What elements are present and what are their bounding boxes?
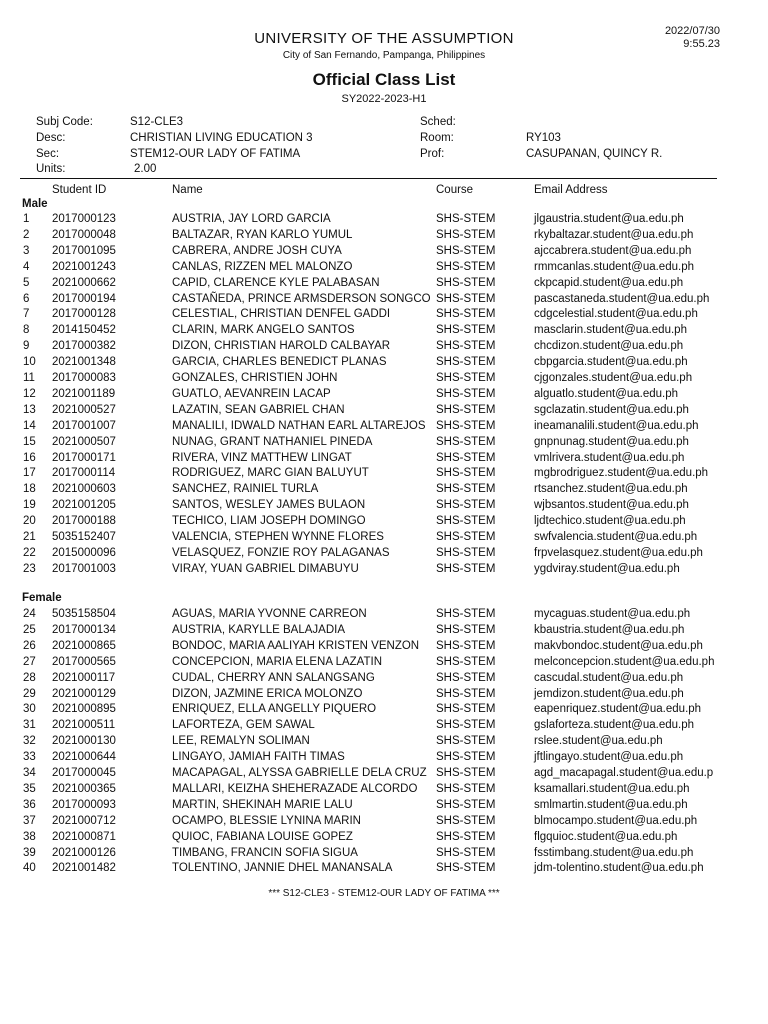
table-row [0,563,768,579]
cell-email: cascudal.student@ua.edu.ph [534,671,684,684]
cell-number: 6 [23,292,30,305]
cell-course: SHS-STEM [436,356,496,369]
cell-course: SHS-STEM [436,830,496,843]
table-row [0,340,768,356]
cell-name: AGUAS, MARIA YVONNE CARREON [172,608,367,620]
cell-name: MANALILI, IDWALD NATHAN EARL ALTAREJOS [172,419,426,432]
cell-student-id: 2021000865 [52,639,116,652]
cell-number: 21 [23,531,36,543]
cell-number: 28 [23,671,36,684]
cell-number: 26 [23,639,36,652]
cell-course: SHS-STEM [436,767,496,779]
cell-course: SHS-STEM [436,608,496,620]
table-row [0,640,768,656]
cell-number: 40 [23,862,36,875]
cell-name: AUSTRIA, JAY LORD GARCIA [172,213,331,225]
cell-name: QUIOC, FABIANA LOUISE GOPEZ [172,830,353,843]
cell-course: SHS-STEM [436,671,496,684]
cell-email: rmmcanlas.student@ua.edu.ph [534,260,694,273]
table-row [0,452,768,468]
cell-student-id: 2021000662 [52,276,116,289]
cell-number: 9 [23,340,30,353]
cell-student-id: 2017000134 [52,623,116,636]
cell-email: cbpgarcia.student@ua.edu.ph [534,356,688,369]
cell-email: fsstimbang.student@ua.edu.ph [534,846,694,859]
cell-number: 29 [23,687,36,700]
cell-student-id: 2021001482 [52,862,116,875]
table-row [0,531,768,547]
table-row [0,703,768,719]
cell-course: SHS-STEM [436,292,496,305]
cell-student-id: 2021000895 [52,703,116,716]
column-header-student-id: Student ID [52,184,107,196]
cell-student-id: 2017000128 [52,308,116,321]
cell-course: SHS-STEM [436,435,496,448]
cell-course: SHS-STEM [436,639,496,652]
cell-name: NUNAG, GRANT NATHANIEL PINEDA [172,435,373,448]
cell-course: SHS-STEM [436,451,496,464]
cell-number: 39 [23,846,36,859]
cell-course: SHS-STEM [436,751,496,764]
table-row [0,862,768,878]
cell-email: mgbrodriguez.student@ua.edu.ph [534,467,709,480]
cell-name: LEE, REMALYN SOLIMAN [172,735,310,748]
cell-course: SHS-STEM [436,515,496,528]
print-time: 9:55.23 [683,38,720,50]
cell-student-id: 2017000382 [52,340,116,353]
table-row [0,767,768,783]
cell-name: RODRIGUEZ, MARC GIAN BALUYUT [172,467,369,480]
cell-name: ENRIQUEZ, ELLA ANGELLY PIQUERO [172,703,377,716]
cell-email: jdm-tolentino.student@ua.edu.ph [534,862,704,875]
cell-student-id: 2014150452 [52,324,116,337]
cell-course: SHS-STEM [436,244,496,257]
university-location: City of San Fernando, Pampanga, Philippines [282,50,486,61]
cell-email: jftlingayo.student@ua.edu.ph [534,751,684,764]
cell-number: 31 [23,719,36,732]
prof-value: CASUPANAN, QUINCY R. [526,148,663,160]
table-row [0,751,768,767]
table-row [0,404,768,420]
cell-number: 1 [23,213,30,225]
cell-course: SHS-STEM [436,719,496,732]
cell-email: pascastaneda.student@ua.edu.ph [534,292,710,305]
cell-course: SHS-STEM [436,403,496,416]
cell-course: SHS-STEM [436,655,496,668]
room-value: RY103 [526,132,561,144]
cell-student-id: 2021001348 [52,356,116,369]
cell-student-id: 2021001205 [52,499,116,512]
cell-email: kbaustria.student@ua.edu.ph [534,623,685,636]
table-row [0,608,768,624]
cell-student-id: 2021000527 [52,403,116,416]
cell-name: LAZATIN, SEAN GABRIEL CHAN [172,403,345,416]
cell-student-id: 2021000117 [52,671,116,684]
cell-name: VIRAY, YUAN GABRIEL DIMABUYU [172,562,359,575]
table-row [0,688,768,704]
print-timestamp [665,25,720,51]
cell-name: GUATLO, AEVANREIN LACAP [172,387,331,400]
cell-number: 16 [23,451,36,464]
table-row [0,624,768,640]
cell-email: blmocampo.student@ua.edu.ph [534,814,698,827]
footer-note: *** S12-CLE3 - STEM12-OUR LADY OF FATIMA *** [268,888,500,899]
subj-code-label: Subj Code: [36,116,93,128]
cell-student-id: 2021000603 [52,483,116,496]
cell-email: ajccabrera.student@ua.edu.ph [534,244,692,257]
cell-name: TOLENTINO, JANNIE DHEL MANANSALA [172,862,393,875]
cell-student-id: 2017000194 [52,292,116,305]
cell-course: SHS-STEM [436,735,496,748]
cell-name: GONZALES, CHRISTIEN JOHN [172,372,338,384]
table-row [0,783,768,799]
column-header-course: Course [436,184,474,196]
cell-name: CAPID, CLARENCE KYLE PALABASAN [172,276,380,289]
cell-email: flgquioc.student@ua.edu.ph [534,830,678,843]
desc-value: CHRISTIAN LIVING EDUCATION 3 [130,132,313,144]
cell-student-id: 2017001003 [52,562,116,575]
cell-email: melconcepcion.student@ua.edu.ph [534,655,715,668]
table-row [0,719,768,735]
cell-student-id: 2021000130 [52,735,116,748]
cell-name: LAFORTEZA, GEM SAWAL [172,719,315,732]
room-label: Room: [420,132,454,144]
cell-student-id: 2021000126 [52,846,116,859]
cell-course: SHS-STEM [436,419,496,432]
cell-student-id: 2017000083 [52,372,116,384]
table-row [0,499,768,515]
cell-email: frpvelasquez.student@ua.edu.ph [534,546,703,559]
cell-course: SHS-STEM [436,340,496,353]
table-row [0,483,768,499]
cell-student-id: 2021000365 [52,782,116,795]
cell-name: VELASQUEZ, FONZIE ROY PALAGANAS [172,546,390,559]
subj-code-value: S12-CLE3 [130,116,184,128]
cell-email: rkybaltazar.student@ua.edu.ph [534,228,694,241]
table-row [0,245,768,261]
cell-email: masclarin.student@ua.edu.ph [534,324,687,337]
table-row [0,372,768,388]
cell-course: SHS-STEM [436,562,496,575]
table-row [0,356,768,372]
cell-student-id: 2015000096 [52,546,116,559]
cell-number: 12 [23,387,36,400]
university-name: UNIVERSITY OF THE ASSUMPTION [254,30,514,47]
cell-number: 23 [23,562,36,575]
cell-number: 10 [23,356,36,369]
cell-student-id: 2021000712 [52,814,116,827]
cell-name: CABRERA, ANDRE JOSH CUYA [172,244,342,257]
cell-student-id: 2021001243 [52,260,116,273]
cell-student-id: 2017000114 [52,467,116,480]
cell-number: 13 [23,403,36,416]
cell-name: AUSTRIA, KARYLLE BALAJADIA [172,623,345,636]
cell-course: SHS-STEM [436,814,496,827]
cell-student-id: 2017001095 [52,244,116,257]
cell-email: ksamallari.student@ua.edu.ph [534,782,690,795]
cell-course: SHS-STEM [436,623,496,636]
cell-course: SHS-STEM [436,546,496,559]
cell-number: 35 [23,782,36,795]
cell-name: CANLAS, RIZZEN MEL MALONZO [172,260,353,273]
table-row [0,261,768,277]
cell-course: SHS-STEM [436,687,496,700]
cell-student-id: 2021000644 [52,751,116,764]
cell-number: 30 [23,703,36,716]
cell-email: smlmartin.student@ua.edu.ph [534,798,688,811]
column-header-email: Email Address [534,184,608,196]
cell-email: swfvalencia.student@ua.edu.ph [534,531,698,543]
table-row [0,388,768,404]
cell-student-id: 2017000093 [52,798,116,811]
cell-name: MARTIN, SHEKINAH MARIE LALU [172,798,353,811]
cell-number: 2 [23,228,30,241]
table-row [0,547,768,563]
cell-number: 37 [23,814,36,827]
cell-name: SANTOS, WESLEY JAMES BULAON [172,499,366,512]
cell-email: cdgcelestial.student@ua.edu.ph [534,308,698,321]
cell-course: SHS-STEM [436,798,496,811]
cell-course: SHS-STEM [436,260,496,273]
table-row [0,656,768,672]
table-row [0,735,768,751]
cell-email: gnpnunag.student@ua.edu.ph [534,435,689,448]
cell-name: VALENCIA, STEPHEN WYNNE FLORES [172,531,384,543]
cell-student-id: 2017000048 [52,228,116,241]
table-row [0,277,768,293]
cell-student-id: 2021000129 [52,687,116,700]
desc-label: Desc: [36,132,66,144]
sec-label: Sec: [36,148,60,160]
table-row [0,831,768,847]
cell-student-id: 2021001189 [52,387,116,400]
units-value: 2.00 [134,163,157,175]
table-row [0,467,768,483]
cell-name: DIZON, JAZMINE ERICA MOLONZO [172,687,363,700]
cell-name: OCAMPO, BLESSIE LYNINA MARIN [172,814,361,827]
cell-course: SHS-STEM [436,324,496,337]
table-row [0,229,768,245]
table-row [0,799,768,815]
cell-number: 19 [23,499,36,512]
cell-number: 14 [23,419,36,432]
cell-student-id: 5035152407 [52,531,116,543]
cell-course: SHS-STEM [436,846,496,859]
cell-name: MACAPAGAL, ALYSSA GABRIELLE DELA CRUZ [172,767,427,779]
cell-number: 15 [23,435,36,448]
cell-number: 3 [23,244,30,257]
cell-number: 32 [23,735,36,748]
cell-course: SHS-STEM [436,703,496,716]
cell-email: ineamanalili.student@ua.edu.ph [534,419,699,432]
table-row [0,515,768,531]
cell-email: ljdtechico.student@ua.edu.ph [534,515,686,528]
cell-student-id: 2017000188 [52,515,116,528]
column-header-name: Name [172,184,203,196]
table-row [0,420,768,436]
cell-email: ygdviray.student@ua.edu.ph [534,562,680,575]
cell-email: rtsanchez.student@ua.edu.ph [534,483,688,496]
table-row [0,324,768,340]
cell-course: SHS-STEM [436,862,496,875]
cell-number: 4 [23,260,30,273]
cell-email: jemdizon.student@ua.edu.ph [534,687,684,700]
cell-email: ckpcapid.student@ua.edu.ph [534,276,684,289]
cell-student-id: 2021000871 [52,830,116,843]
cell-course: SHS-STEM [436,387,496,400]
cell-student-id: 2017000045 [52,767,116,779]
cell-email: eapenriquez.student@ua.edu.ph [534,703,702,716]
section-male-label: Male [22,198,48,210]
print-date: 2022/07/30 [664,25,720,37]
sched-label: Sched: [420,116,456,128]
cell-course: SHS-STEM [436,308,496,321]
cell-student-id: 2017000565 [52,655,116,668]
cell-name: BALTAZAR, RYAN KARLO YUMUL [172,228,353,241]
cell-student-id: 2021000507 [52,435,116,448]
cell-number: 11 [23,372,35,384]
cell-number: 17 [23,467,36,480]
cell-name: MALLARI, KEIZHA SHEHERAZADE ALCORDO [172,782,418,795]
cell-course: SHS-STEM [436,228,496,241]
table-row [0,293,768,309]
cell-student-id: 2017001007 [52,419,116,432]
cell-name: LINGAYO, JAMIAH FAITH TIMAS [172,751,345,764]
cell-name: TIMBANG, FRANCIN SOFIA SIGUA [172,846,358,859]
cell-course: SHS-STEM [436,499,496,512]
cell-course: SHS-STEM [436,531,496,543]
cell-name: RIVERA, VINZ MATTHEW LINGAT [172,451,352,464]
page-title: Official Class List [312,70,456,89]
header-divider [20,178,717,179]
cell-number: 5 [23,276,30,289]
cell-email: wjbsantos.student@ua.edu.ph [534,499,689,512]
cell-course: SHS-STEM [436,483,496,496]
cell-name: DIZON, CHRISTIAN HAROLD CALBAYAR [172,340,391,353]
sec-value: STEM12-OUR LADY OF FATIMA [130,148,301,160]
cell-student-id: 2021000511 [52,719,116,732]
cell-number: 34 [23,767,36,779]
cell-name: GARCIA, CHARLES BENEDICT PLANAS [172,356,387,369]
cell-number: 38 [23,830,36,843]
cell-email: cjgonzales.student@ua.edu.ph [534,372,693,384]
cell-course: SHS-STEM [436,213,496,225]
cell-email: agd_macapagal.student@ua.edu.p [534,767,714,779]
cell-number: 33 [23,751,36,764]
cell-email: gslaforteza.student@ua.edu.ph [534,719,695,732]
cell-name: CLARIN, MARK ANGELO SANTOS [172,324,355,337]
cell-student-id: 2017000123 [52,213,116,225]
cell-name: CONCEPCION, MARIA ELENA LAZATIN [172,655,383,668]
cell-number: 7 [23,308,30,321]
cell-student-id: 2017000171 [52,451,116,464]
cell-course: SHS-STEM [436,782,496,795]
cell-name: BONDOC, MARIA AALIYAH KRISTEN VENZON [172,639,420,652]
cell-email: alguatlo.student@ua.edu.ph [534,387,679,400]
units-label: Units: [36,163,66,175]
table-row [0,815,768,831]
prof-label: Prof: [420,148,445,160]
cell-name: TECHICO, LIAM JOSEPH DOMINGO [172,515,366,528]
cell-number: 22 [23,546,36,559]
cell-course: SHS-STEM [436,372,496,384]
table-row [0,436,768,452]
cell-email: jlgaustria.student@ua.edu.ph [534,213,684,225]
cell-course: SHS-STEM [436,467,496,480]
table-row [0,308,768,324]
cell-course: SHS-STEM [436,276,496,289]
cell-email: vmlrivera.student@ua.edu.ph [534,451,685,464]
cell-number: 36 [23,798,36,811]
cell-number: 20 [23,515,36,528]
cell-number: 8 [23,324,30,337]
cell-email: makvbondoc.student@ua.edu.ph [534,639,703,652]
cell-email: sgclazatin.student@ua.edu.ph [534,403,689,416]
cell-name: CELESTIAL, CHRISTIAN DENFEL GADDI [172,308,391,321]
table-row [0,213,768,229]
cell-email: chcdizon.student@ua.edu.ph [534,340,684,353]
cell-student-id: 5035158504 [52,608,116,620]
cell-number: 18 [23,483,36,496]
school-year: SY2022-2023-H1 [341,93,427,105]
section-female-label: Female [22,592,62,604]
cell-email: rslee.student@ua.edu.ph [534,735,663,748]
cell-name: CUDAL, CHERRY ANN SALANGSANG [172,671,375,684]
cell-number: 24 [23,608,36,620]
table-row [0,672,768,688]
cell-name: CASTAÑEDA, PRINCE ARMSDERSON SONGCO [172,292,431,305]
table-row [0,847,768,863]
cell-email: mycaguas.student@ua.edu.ph [534,608,691,620]
cell-number: 27 [23,655,36,668]
cell-number: 25 [23,623,36,636]
cell-name: SANCHEZ, RAINIEL TURLA [172,483,319,496]
